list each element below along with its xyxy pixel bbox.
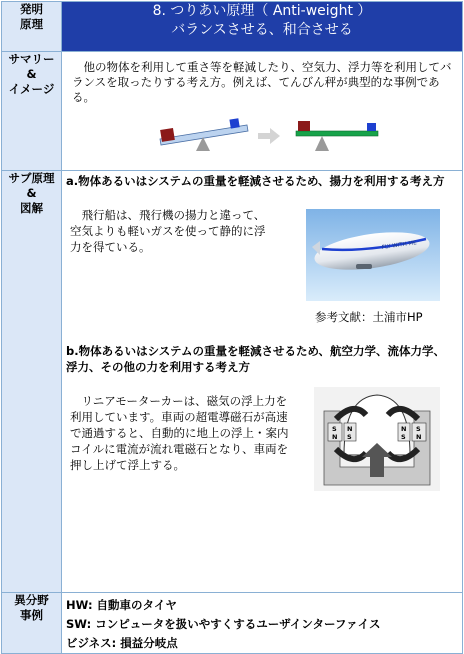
magnet-label-1: S (332, 425, 337, 433)
blue-weight-balanced (367, 123, 376, 131)
summary-cell (62, 52, 463, 171)
summary-row (2, 52, 463, 171)
magnet-label-4: S (347, 433, 352, 441)
maglev-diagram (314, 387, 440, 491)
summary-text: 他の物体を利用して重さ等を軽減したり、空気力、浮力等を利用してバランスを取ったりする考え方。例えば、てんびん秤が典型的な事例である。 (72, 60, 452, 104)
sub-principle-cell (62, 171, 463, 593)
example-sw: SW: コンピュータを扱いやすくするユーザインターファイス (66, 617, 381, 631)
magnet-label-3: N (347, 425, 353, 433)
right-arrow-icon (258, 128, 280, 144)
cross-domain-cell (62, 593, 463, 654)
red-weight-left (160, 128, 175, 142)
airship-text: FLY WITH ME (381, 240, 418, 251)
label-summary-line1: サマリー (8, 52, 55, 66)
label-cross-domain (2, 593, 62, 654)
principle-title: 8. つりあい原理（ Anti-weight ） (152, 3, 372, 19)
magnet-label-5: N (401, 425, 407, 433)
magnet-label-7: S (416, 425, 421, 433)
balance-illustration (62, 105, 462, 167)
reference-text: 参考文献：土浦市HP (315, 310, 423, 324)
unbalanced-scale (160, 118, 248, 151)
magnet-label-8: N (416, 433, 422, 441)
label-sub (2, 171, 62, 593)
label-summary-line2: & (26, 67, 37, 81)
sub-principle-content (62, 171, 462, 592)
title-row (2, 2, 463, 52)
label-summary (2, 52, 62, 171)
transition-arrow (258, 128, 280, 144)
label-principle-line1: 発明 (20, 2, 43, 16)
section-b-heading: b.物体あるいはシステムの重量を軽減させるため、航空力学、流体力学、浮力、その他の力を利用する考え方 (66, 344, 445, 374)
title-cell (62, 2, 463, 52)
section-a-body: 飛行船は、飛行機の揚力と違って、空気よりも軽いガスを使って静的に浮力を得ている。 (70, 208, 266, 254)
airship-photo (306, 209, 440, 301)
airship-svg (306, 209, 440, 301)
balance-svg (62, 105, 462, 167)
magnet-label-2: N (332, 433, 338, 441)
example-business: ビジネス: 損益分岐点 (66, 636, 178, 650)
blue-weight-right (229, 118, 239, 128)
balanced-scale (296, 121, 378, 151)
label-principle-line2: 原理 (20, 17, 43, 31)
maglev-svg (314, 387, 440, 491)
label-cross-line2: 事例 (20, 608, 43, 622)
red-weight-balanced (298, 121, 310, 131)
cross-domain-row (2, 593, 463, 654)
example-hw: HW: 自動車のタイヤ (66, 598, 177, 612)
label-cross-line1: 異分野 (14, 593, 49, 607)
label-sub-line1: サブ原理 (8, 171, 55, 185)
cross-domain-list (62, 593, 462, 653)
level-beam (296, 131, 378, 136)
label-sub-line2: & (26, 186, 37, 200)
section-b-body: リニアモーターカーは、磁気の浮上力を利用しています。車両の超電導磁石が高速で通過すると、自動的に地上の浮上・案内コイルに電流が流れ電磁石となり、車両を押し上げて浮上する。 (70, 394, 289, 472)
fulcrum-right (315, 136, 329, 151)
section-a-heading: a.物体あるいはシステムの重量を軽減させるため、揚力を利用する考え方 (66, 174, 445, 188)
principle-sheet (1, 1, 463, 654)
magnet-label-6: S (401, 433, 406, 441)
label-sub-line3: 図解 (20, 201, 43, 215)
principle-subtitle: バランスさせる、和合させる (171, 22, 353, 38)
airship-gondola (356, 264, 372, 269)
sub-principle-row (2, 171, 463, 593)
label-summary-line3: イメージ (8, 82, 55, 96)
label-principle (2, 2, 62, 52)
